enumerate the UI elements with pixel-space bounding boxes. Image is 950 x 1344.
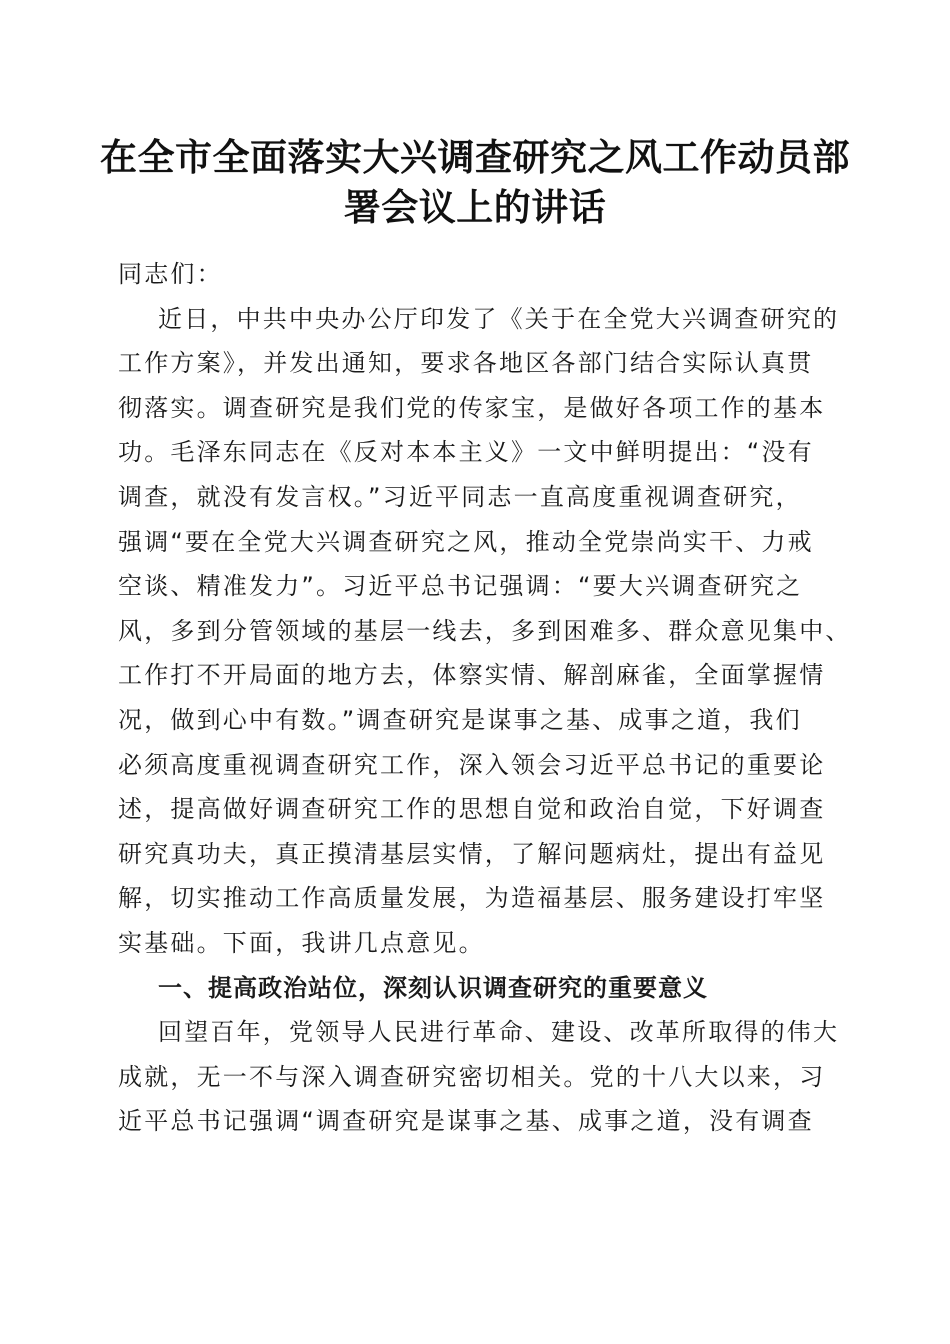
text-line: 风，多到分管领域的基层一线去，多到困难多、群众意见集中、 [118, 616, 852, 645]
text-line: 成就，无一不与深入调查研究密切相关。党的十八大以来，习 [118, 1062, 826, 1091]
text-line: 工作方案》，并发出通知，要求各地区各部门结合实际认真贯 [118, 349, 814, 378]
text-line: 调查，就没有发言权。”习近平同志一直高度重视调查研究， [118, 482, 802, 511]
document-title [100, 132, 850, 232]
text-line: 近平总书记强调“调查研究是谋事之基、成事之道，没有调查 [118, 1107, 814, 1136]
title-line: 署会议上的讲话 [343, 185, 607, 229]
text-line: 研究真功夫，真正摸清基层实情，了解问题病灶，提出有益见 [118, 839, 826, 868]
text-line: 回望百年，党领导人民进行革命、建设、改革所取得的伟大 [158, 1018, 840, 1047]
paragraph-section1 [118, 1010, 838, 1144]
text-line: 况，做到心中有数。”调查研究是谋事之基、成事之道，我们 [118, 705, 802, 734]
text-line: 实基础。下面，我讲几点意见。 [118, 928, 485, 957]
section-heading: 一、提高政治站位，深刻认识调查研究的重要意义 [158, 973, 708, 1002]
text-line: 强调“要在全党大兴调查研究之风，推动全党崇尚实干、力戒 [118, 527, 814, 556]
text-line: 空谈、精准发力”。习近平总书记强调：“要大兴调查研究之 [118, 572, 803, 601]
text-line: 必须高度重视调查研究工作，深入领会习近平总书记的重要论 [118, 750, 826, 779]
text-line: 工作打不开局面的地方去，体察实情、解剖麻雀，全面掌握情 [118, 661, 826, 690]
text-line: 解，切实推动工作高质量发展，为造福基层、服务建设打牢坚 [118, 884, 826, 913]
document-body [118, 252, 852, 1144]
text-line: 述，提高做好调查研究工作的思想自觉和政治自觉，下好调查 [118, 795, 826, 824]
paragraph-intro [118, 297, 852, 966]
text-line: 功。毛泽东同志在《反对本本主义》一文中鲜明提出：“没有 [118, 438, 814, 467]
text-line: 近日，中共中央办公厅印发了《关于在全党大兴调查研究的 [158, 304, 840, 333]
salutation: 同志们： [118, 260, 223, 288]
text-line: 彻落实。调查研究是我们党的传家宝，是做好各项工作的基本 [118, 393, 826, 422]
title-line: 在全市全面落实大兴调查研究之风工作动员部 [100, 135, 850, 179]
